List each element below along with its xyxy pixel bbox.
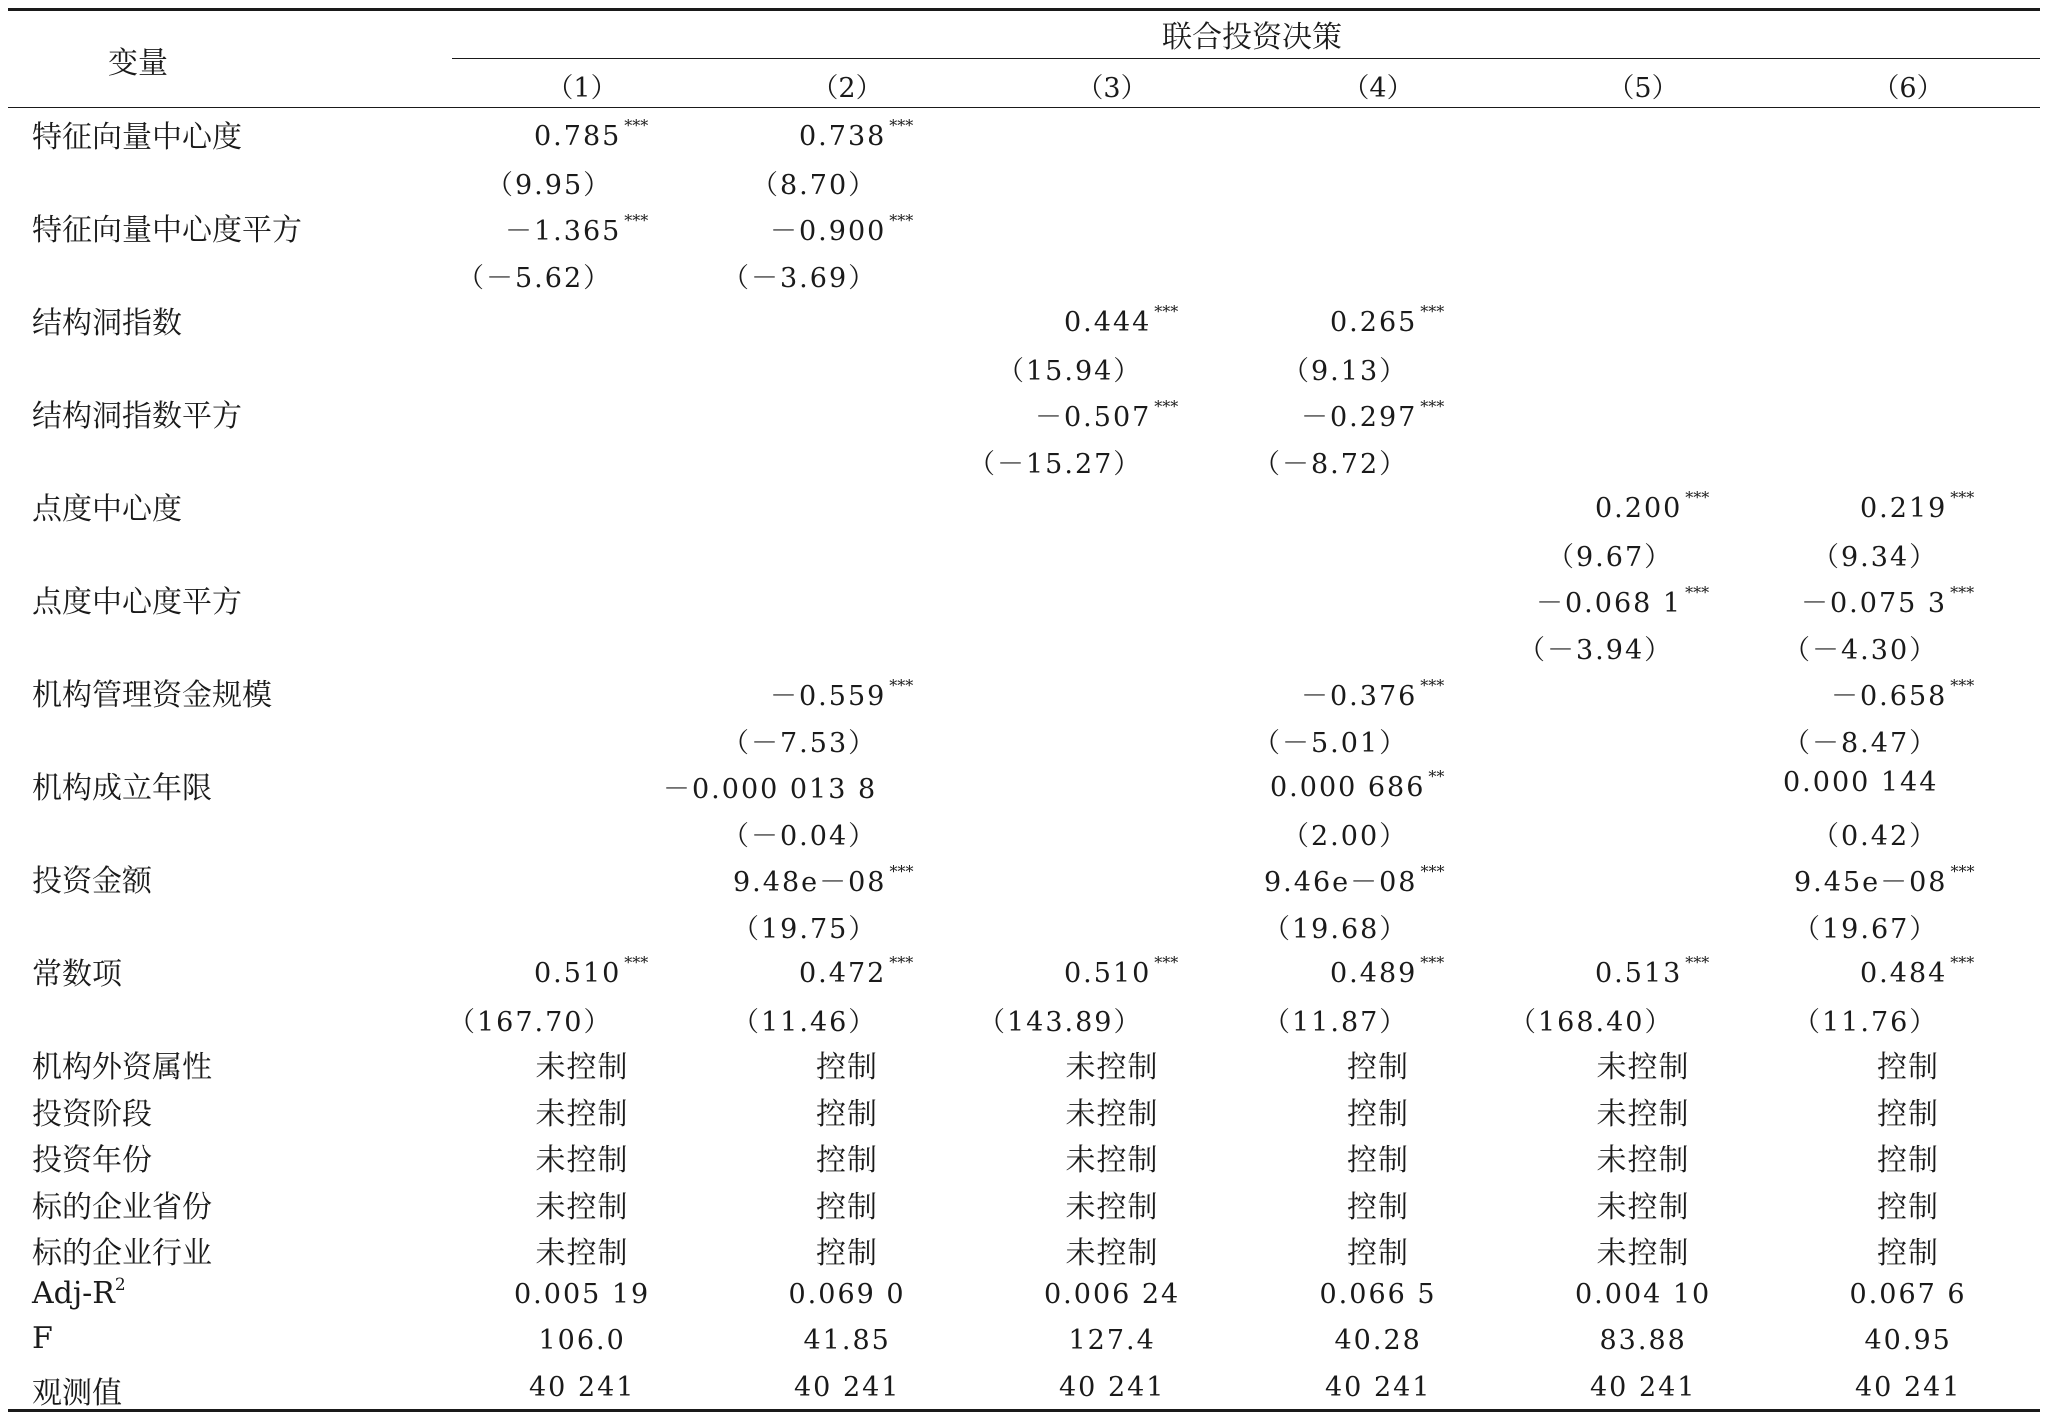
tstat-cell: （－5.01）	[1253, 727, 1409, 759]
variable-label: 结构洞指数平方	[32, 399, 242, 434]
significance-stars: ***	[624, 116, 649, 135]
coefficient-cell	[1270, 767, 1444, 803]
coefficient-cell	[1264, 860, 1444, 899]
coefficient-value: 9.45e－08	[1794, 867, 1948, 898]
significance-stars: ***	[1154, 302, 1179, 321]
coefficient-value: 9.48e－08	[733, 867, 887, 898]
control-status-cell: 控制	[816, 1143, 878, 1178]
statistic-value-cell: 41.85	[803, 1325, 891, 1356]
statistic-value-cell: 0.069 0	[788, 1278, 906, 1310]
significance-stars: ***	[1950, 862, 1975, 881]
significance-stars: ***	[889, 862, 914, 881]
coefficient-value: 0.513	[1595, 958, 1683, 989]
tstat-cell: （0.42）	[1812, 820, 1939, 852]
group-span-rule	[452, 58, 2040, 59]
statistic-value-cell: 40 241	[529, 1371, 636, 1403]
control-status-cell: 控制	[1347, 1050, 1409, 1085]
column-number: （1）	[546, 73, 618, 104]
control-status-cell: 控制	[1877, 1096, 1939, 1132]
control-status-cell: 控制	[1877, 1189, 1939, 1225]
significance-stars: **	[1428, 767, 1445, 786]
statistic-value-cell: 40 241	[1855, 1371, 1962, 1403]
control-status-cell: 控制	[816, 1050, 878, 1085]
statistic-label	[32, 1368, 122, 1412]
coefficient-value: 0.472	[799, 958, 887, 989]
coefficient-cell	[799, 953, 913, 989]
significance-stars: ***	[1950, 953, 1975, 972]
coefficient-value: 0.200	[1595, 493, 1683, 524]
control-status-cell: 控制	[1347, 1236, 1409, 1271]
significance-stars: ***	[1420, 676, 1445, 695]
statistic-value-cell: 40 241	[794, 1371, 901, 1403]
column-number: （5）	[1607, 73, 1679, 104]
statistic-label	[32, 1275, 126, 1311]
coefficient-value: －0.075 3	[1801, 588, 1948, 619]
tstat-cell: （9.13）	[1282, 355, 1409, 387]
control-status-cell: 未控制	[535, 1096, 629, 1132]
coefficient-cell	[770, 674, 913, 713]
statistic-value-cell: 0.006 24	[1044, 1278, 1181, 1310]
coefficient-value: －0.297	[1301, 402, 1418, 433]
coefficient-value: －0.000 013 8	[663, 774, 878, 805]
tstat-cell: （8.70）	[751, 169, 878, 201]
significance-stars: ***	[1685, 583, 1710, 602]
coefficient-value: 0.484	[1860, 958, 1948, 989]
variable-label: 点度中心度平方	[32, 585, 242, 620]
statistic-value-cell: 40 241	[1590, 1371, 1697, 1403]
statistic-label-text: 观测值	[32, 1375, 122, 1411]
tstat-cell: （9.95）	[486, 169, 613, 201]
group-header: 联合投资决策	[1162, 20, 1342, 55]
significance-stars: ***	[1154, 953, 1179, 972]
coefficient-value: 0.510	[534, 958, 622, 989]
control-status-cell: 控制	[816, 1236, 878, 1271]
control-status-cell: 未控制	[1065, 1050, 1159, 1085]
statistic-value-cell: 40 241	[1325, 1371, 1432, 1403]
significance-stars: ***	[1950, 676, 1975, 695]
variable-label: 点度中心度	[32, 492, 182, 527]
tstat-cell: （－5.62）	[457, 262, 613, 294]
tstat-cell: （19.75）	[732, 913, 878, 945]
coefficient-value: 0.219	[1860, 493, 1948, 524]
statistic-value-cell: 0.004 10	[1575, 1278, 1712, 1310]
statistic-value-cell: 106.0	[538, 1325, 626, 1356]
control-status-cell: 未控制	[1596, 1236, 1690, 1271]
coefficient-cell	[1860, 488, 1974, 524]
significance-stars: ***	[889, 953, 914, 972]
coefficient-cell	[799, 116, 913, 152]
significance-stars: ***	[1685, 488, 1710, 507]
statistic-label-superscript: 2	[114, 1274, 126, 1295]
coefficient-value: 0.785	[534, 121, 622, 152]
control-label: 投资阶段	[32, 1096, 152, 1132]
tstat-cell: （2.00）	[1282, 820, 1409, 852]
tstat-cell: （168.40）	[1509, 1006, 1674, 1038]
coefficient-cell	[1035, 395, 1178, 434]
coefficient-value: 0.738	[799, 121, 887, 152]
statistic-label	[32, 1321, 53, 1356]
variable-label: 特征向量中心度平方	[32, 213, 302, 248]
tstat-cell: （－7.53）	[722, 727, 878, 759]
coefficient-value: 0.489	[1330, 958, 1418, 989]
column-number: （3）	[1076, 73, 1148, 104]
tstat-cell: （19.68）	[1263, 913, 1409, 945]
coefficient-cell	[1064, 953, 1178, 989]
tstat-cell: （15.94）	[997, 355, 1143, 387]
coefficient-value: －1.365	[505, 216, 622, 247]
tstat-cell: （11.87）	[1263, 1006, 1409, 1038]
significance-stars: ***	[889, 116, 914, 135]
coefficient-cell	[663, 767, 877, 806]
tstat-cell: （9.67）	[1547, 541, 1674, 573]
control-status-cell: 控制	[1347, 1189, 1409, 1225]
coefficient-value: 0.444	[1064, 307, 1152, 338]
tstat-cell: （11.76）	[1793, 1006, 1939, 1038]
statistic-label-text: F	[32, 1321, 53, 1356]
tstat-cell: （－3.94）	[1518, 634, 1674, 666]
control-status-cell: 控制	[816, 1096, 878, 1132]
bottom-rule	[8, 1409, 2040, 1412]
coefficient-value: －0.507	[1035, 402, 1152, 433]
coefficient-value: 9.46e－08	[1264, 867, 1418, 898]
tstat-cell: （－3.69）	[722, 262, 878, 294]
coefficient-cell	[1595, 953, 1709, 989]
control-label: 投资年份	[32, 1143, 152, 1178]
variable-header: 变量	[108, 46, 168, 81]
statistic-value-cell: 40 241	[1059, 1371, 1166, 1403]
coefficient-cell	[1831, 674, 1974, 713]
control-status-cell: 未控制	[535, 1189, 629, 1225]
variable-label: 机构成立年限	[32, 771, 212, 806]
statistic-value-cell: 0.067 6	[1849, 1278, 1967, 1310]
control-status-cell: 控制	[816, 1189, 878, 1225]
control-status-cell: 未控制	[535, 1143, 629, 1178]
significance-stars: ***	[1420, 302, 1445, 321]
coefficient-cell	[1860, 953, 1974, 989]
header-rule	[8, 107, 2040, 108]
control-status-cell: 控制	[1347, 1096, 1409, 1132]
control-status-cell: 未控制	[1065, 1096, 1159, 1132]
significance-stars: ***	[1950, 583, 1975, 602]
significance-stars: ***	[1685, 953, 1710, 972]
control-status-cell: 控制	[1347, 1143, 1409, 1178]
coefficient-value: －0.658	[1831, 681, 1948, 712]
tstat-cell: （167.70）	[448, 1006, 613, 1038]
control-label: 标的企业行业	[32, 1236, 212, 1271]
tstat-cell: （11.46）	[732, 1006, 878, 1038]
coefficient-cell	[1536, 581, 1709, 620]
variable-label: 常数项	[32, 957, 122, 992]
coefficient-cell	[733, 860, 913, 899]
significance-stars: ***	[1420, 862, 1445, 881]
variable-label: 机构管理资金规模	[32, 678, 272, 713]
coefficient-cell	[1330, 302, 1444, 338]
significance-stars: ***	[889, 676, 914, 695]
statistic-value-cell: 0.005 19	[514, 1278, 651, 1310]
coefficient-value: －0.559	[770, 681, 887, 712]
coefficient-cell	[1064, 302, 1178, 338]
coefficient-value: －0.068 1	[1536, 588, 1683, 619]
variable-label: 投资金额	[32, 864, 152, 899]
statistic-label-text: Adj-R	[32, 1275, 115, 1311]
coefficient-cell	[1301, 395, 1444, 434]
significance-stars: ***	[889, 211, 914, 230]
coefficient-value: －0.900	[770, 216, 887, 247]
significance-stars: ***	[1420, 397, 1445, 416]
tstat-cell: （－8.72）	[1253, 448, 1409, 480]
coefficient-value: 0.000 144	[1783, 767, 1939, 798]
control-status-cell: 未控制	[1596, 1050, 1690, 1085]
coefficient-value: 0.000 686	[1270, 772, 1426, 803]
significance-stars: ***	[1420, 953, 1445, 972]
coefficient-cell	[1301, 674, 1444, 713]
control-status-cell: 未控制	[1065, 1189, 1159, 1225]
statistic-value-cell: 83.88	[1599, 1325, 1687, 1356]
tstat-cell: （－15.27）	[968, 448, 1143, 480]
control-status-cell: 控制	[1877, 1143, 1939, 1178]
variable-label: 结构洞指数	[32, 306, 182, 341]
tstat-cell: （－8.47）	[1783, 727, 1939, 759]
coefficient-cell	[770, 209, 913, 248]
coefficient-cell	[1330, 953, 1444, 989]
control-status-cell: 未控制	[1065, 1143, 1159, 1178]
control-status-cell: 未控制	[1596, 1143, 1690, 1178]
coefficient-value: 0.265	[1330, 307, 1418, 338]
significance-stars: ***	[624, 211, 649, 230]
coefficient-value: －0.376	[1301, 681, 1418, 712]
control-status-cell: 未控制	[1596, 1096, 1690, 1132]
coefficient-cell	[1783, 767, 1938, 798]
significance-stars: ***	[624, 953, 649, 972]
tstat-cell: （9.34）	[1812, 541, 1939, 573]
column-number: （2）	[811, 73, 883, 104]
control-status-cell: 未控制	[1596, 1189, 1690, 1225]
tstat-cell: （19.67）	[1793, 913, 1939, 945]
control-status-cell: 未控制	[535, 1236, 629, 1271]
significance-stars: ***	[1950, 488, 1975, 507]
control-status-cell: 未控制	[1065, 1236, 1159, 1271]
tstat-cell: （－4.30）	[1783, 634, 1939, 666]
coefficient-cell	[1794, 860, 1974, 899]
coefficient-value: 0.510	[1064, 958, 1152, 989]
variable-label: 特征向量中心度	[32, 120, 242, 155]
control-status-cell: 控制	[1877, 1236, 1939, 1271]
column-number: （6）	[1872, 73, 1944, 104]
control-label: 标的企业省份	[32, 1189, 212, 1225]
tstat-cell: （143.89）	[978, 1006, 1143, 1038]
coefficient-cell	[1801, 581, 1974, 620]
coefficient-cell	[1595, 488, 1709, 524]
statistic-value-cell: 127.4	[1068, 1325, 1156, 1356]
control-label: 机构外资属性	[32, 1050, 212, 1085]
coefficient-cell	[505, 209, 648, 248]
coefficient-cell	[534, 953, 648, 989]
control-status-cell: 未控制	[535, 1050, 629, 1085]
statistic-value-cell: 40.28	[1334, 1325, 1422, 1356]
top-rule	[8, 8, 2040, 11]
significance-stars: ***	[1154, 397, 1179, 416]
column-number: （4）	[1342, 73, 1414, 104]
control-status-cell: 控制	[1877, 1050, 1939, 1085]
tstat-cell: （－0.04）	[722, 820, 878, 852]
coefficient-cell	[534, 116, 648, 152]
statistic-value-cell: 40.95	[1864, 1325, 1952, 1356]
statistic-value-cell: 0.066 5	[1319, 1278, 1437, 1310]
